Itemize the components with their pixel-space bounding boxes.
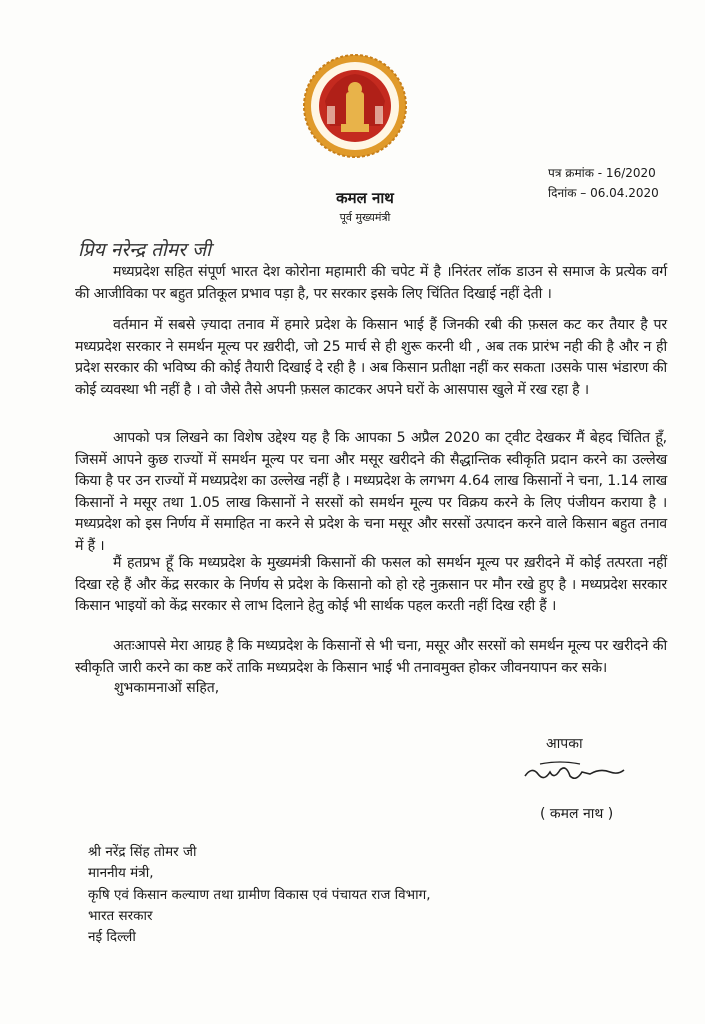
signature (520, 758, 630, 788)
paragraph-5: अतःआपसे मेरा आग्रह है कि मध्यप्रदेश के किसानों से भी चना, मसूर और सरसों को समर्थन मूल्य पर खरीदने की स्वीकृति जारी करने का कष्ट करें ताकि मध्यप्रदेश के किसान भाई भी तनावमुक्त होकर जीवनयापन कर सके। (75, 638, 667, 676)
recipient-city: नई दिल्ली (88, 929, 136, 946)
paragraph-2: वर्तमान में सबसे ज़्यादा तनाव में हमारे प्रदेश के किसान भाई हैं जिनकी रबी की फ़सल कट कर तैयार है पर मध्यप्रदेश सरकार ने समर्थन मूल्य पर ख़रीदी, जो 25 मार्च से ही शुरू करनी थी , अब तक प्रारंभ नही की है और न ही प्रदेश सरकार की भविष्य की कोई तैयारी दिखाई दे रही है । अब किसान प्रतीक्षा नहीं कर सकता ।उसके पास भंडारण की कोई व्यवस्था भी नहीं है । वो जैसे तैसे अपनी फ़सल काटकर अपने घरों के आसपास खुले में रख रहा है । (75, 317, 667, 398)
letter-number: पत्र क्रमांक - 16/2020 (548, 166, 656, 180)
madhya-pradesh-emblem-logo (303, 52, 407, 160)
sender-designation: पूर्व मुख्यमंत्री (339, 211, 391, 224)
signoff-name: ( कमल नाथ ) (540, 806, 614, 822)
recipient-name: श्री नरेंद्र सिंह तोमर जी (88, 844, 197, 860)
paragraph-1: मध्यप्रदेश सहित संपूर्ण भारत देश कोरोना महामारी की चपेट में है ।निरंतर लॉक डाउन से समाज के प्रत्येक वर्ग की आजीविका पर बहुत प्रतिकूल प्रभाव पड़ा है, पर सरकार इसके लिए चिंतित दिखाई नहीं देती । (75, 264, 667, 302)
sender-name: कमल नाथ (336, 189, 394, 207)
letter-date: दिनांक – 06.04.2020 (548, 186, 659, 200)
paragraph-4: मैं हतप्रभ हूँ कि मध्यप्रदेश के मुख्यमंत्री किसानों की फसल को समर्थन मूल्य पर ख़रीदने में कोई तत्परता नहीं दिखा रहे हैं और केंद्र सरकार के निर्णय से प्रदेश के किसानो को हो रहे नुक़सान पर मौन रखे हुए है । मध्यप्रदेश सरकार किसान भाइयों को केंद्र सरकार से लाभ दिलाने हेतु कोई भी सार्थक पहल करती नहीं दिख रही हैं । (75, 555, 667, 614)
handwritten-salutation: प्रिय नरेन्द्र तोमर जी (78, 239, 212, 261)
recipient-title: माननीय मंत्री, (88, 865, 154, 882)
recipient-address (88, 842, 431, 948)
recipient-department: कृषि एवं किसान कल्याण तथा ग्रामीण विकास एवं पंचायत राज विभाग, (88, 886, 431, 903)
signoff-yours: आपका (546, 736, 583, 752)
closing: शुभकामनाओं सहित, (114, 680, 220, 696)
recipient-government: भारत सरकार (88, 907, 153, 924)
paragraph-3: आपको पत्र लिखने का विशेष उद्देश्य यह है कि आपका 5 अप्रैल 2020 का ट्वीट देखकर मैं बेहद चिंतित हूँ, जिसमें आपने कुछ राज्यों में समर्थन मूल्य पर चना और मसूर खरीदने की सैद्धान्तिक स्वीकृति प्रदान करने का उल्लेख किया है पर उन राज्यों में मध्यप्रदेश का उल्लेख नहीं है । मध्यप्रदेश के लगभग 4.64 लाख किसानों ने चना, 1.14 लाख किसानों ने मसूर तथा 1.05 लाख किसानों ने सरसों को समर्थन मूल्य पर विक्रय करने के लिए पंजीयन कराया है ।मध्यप्रदेश को इस निर्णय में समाहित ना करने से प्रदेश के चना मसूर और सरसों उत्पादन करने वाले किसान बहुत तनाव में हैं । (75, 430, 667, 554)
